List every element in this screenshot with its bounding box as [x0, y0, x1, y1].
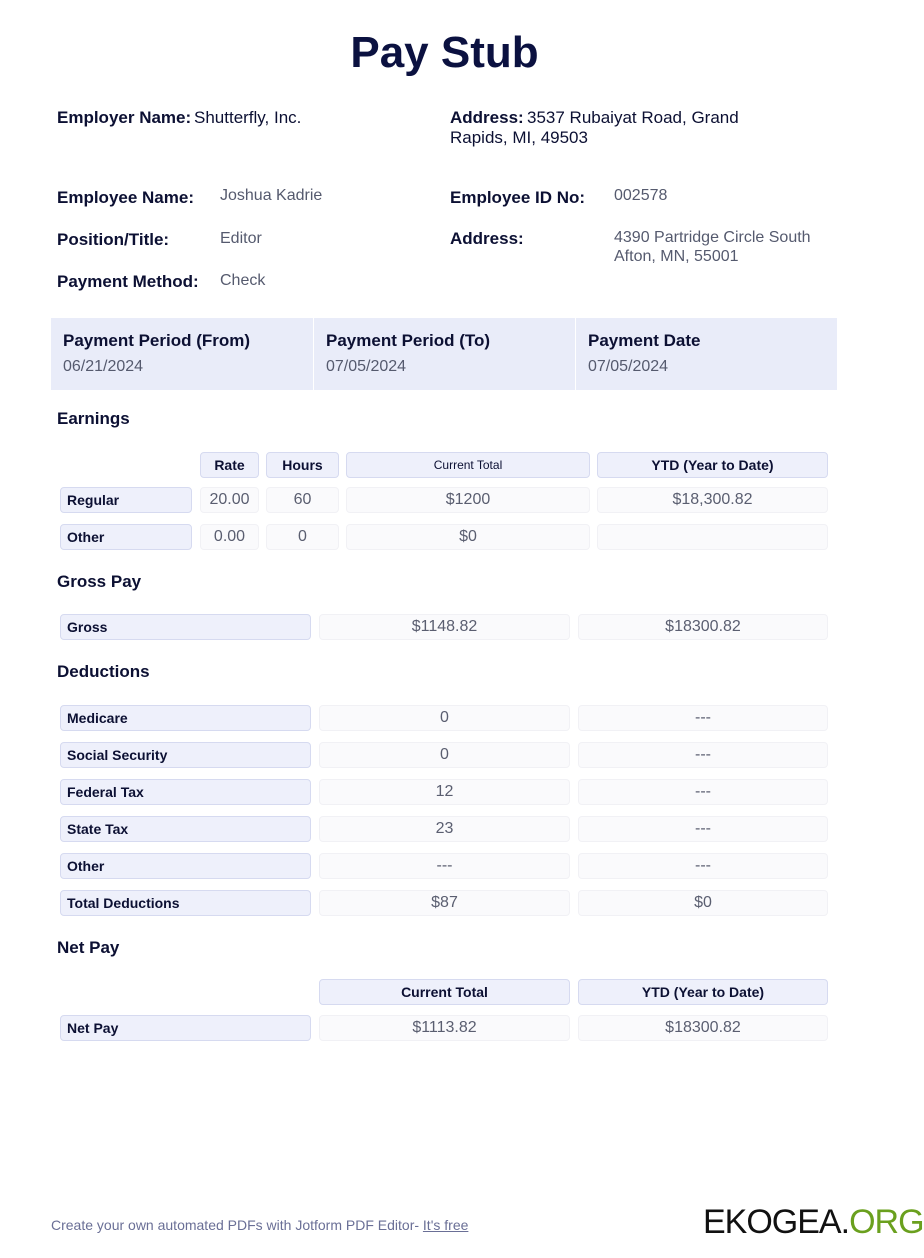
employee-name: Joshua Kadrie [220, 187, 323, 204]
deduction-current: 23 [319, 816, 570, 842]
watermark-logo: EKOGEA.ORG [703, 1203, 924, 1241]
position-label: Position/Title: [57, 230, 170, 249]
deduction-label: Total Deductions [60, 890, 311, 916]
payment-date-label: Payment Date [588, 331, 701, 350]
earnings-heading: Earnings [57, 409, 130, 428]
regular-hours: 60 [266, 487, 339, 513]
rate-header: Rate [200, 452, 259, 478]
footer-text: Create your own automated PDFs with Jotform PDF Editor- [51, 1217, 423, 1233]
earnings-row-label: Other [60, 524, 192, 550]
net-current-header: Current Total [319, 979, 570, 1005]
payment-date-value: 07/05/2024 [588, 358, 669, 375]
deduction-current: --- [319, 853, 570, 879]
employer-address-line1: 3537 Rubaiyat Road, Grand [527, 108, 739, 127]
period-to [313, 318, 576, 390]
period-to-value: 07/05/2024 [326, 358, 407, 375]
employer-address-label: Address: [450, 108, 524, 127]
employee-id-label: Employee ID No: [450, 188, 586, 207]
period-from-label: Payment Period (From) [63, 331, 251, 350]
employer-address-line2: Rapids, MI, 49503 [450, 128, 588, 147]
payment-method-label: Payment Method: [57, 272, 199, 291]
deduction-ytd: --- [578, 742, 828, 768]
deduction-current: 0 [319, 742, 570, 768]
deduction-ytd: --- [578, 853, 828, 879]
other-rate: 0.00 [200, 524, 259, 550]
deduction-label: State Tax [60, 816, 311, 842]
deduction-ytd: --- [578, 816, 828, 842]
deduction-label: Federal Tax [60, 779, 311, 805]
current-total-header: Current Total [346, 452, 590, 478]
deduction-label: Other [60, 853, 311, 879]
ytd-header: YTD (Year to Date) [597, 452, 828, 478]
its-free-link[interactable]: It's free [422, 1217, 469, 1233]
payment-period-band [51, 318, 837, 390]
position-value: Editor [220, 230, 262, 247]
deduction-label: Social Security [60, 742, 311, 768]
deduction-ytd: --- [578, 705, 828, 731]
deduction-ytd: $0 [578, 890, 828, 916]
employee-address-line1: 4390 Partridge Circle South [614, 229, 811, 246]
net-current: $1113.82 [319, 1015, 570, 1041]
other-ytd [597, 524, 828, 550]
gross-pay-heading: Gross Pay [57, 572, 142, 591]
period-from-value: 06/21/2024 [63, 358, 144, 375]
earnings-row-label: Regular [60, 487, 192, 513]
deduction-current: 12 [319, 779, 570, 805]
employee-address-label: Address: [450, 229, 524, 248]
payment-date [575, 318, 838, 390]
gross-current: $1148.82 [319, 614, 570, 640]
gross-ytd: $18300.82 [578, 614, 828, 640]
regular-rate: 20.00 [200, 487, 259, 513]
employee-address-line2: Afton, MN, 55001 [614, 248, 739, 265]
net-pay-heading: Net Pay [57, 938, 120, 957]
employer-name-label: Employer Name: [57, 108, 192, 127]
deduction-label: Medicare [60, 705, 311, 731]
footer [51, 1217, 468, 1233]
deduction-current: $87 [319, 890, 570, 916]
payment-method-value: Check [220, 272, 266, 289]
deduction-current: 0 [319, 705, 570, 731]
net-ytd-header: YTD (Year to Date) [578, 979, 828, 1005]
hours-header: Hours [266, 452, 339, 478]
net-pay-label: Net Pay [60, 1015, 311, 1041]
employee-id: 002578 [614, 187, 668, 204]
deduction-ytd: --- [578, 779, 828, 805]
employer-name: Shutterfly, Inc. [194, 108, 302, 127]
period-from [51, 318, 313, 390]
page-title: Pay Stub [350, 28, 539, 77]
other-current: $0 [346, 524, 590, 550]
gross-label: Gross [60, 614, 311, 640]
period-to-label: Payment Period (To) [326, 331, 491, 350]
other-hours: 0 [266, 524, 339, 550]
regular-current: $1200 [346, 487, 590, 513]
employee-name-label: Employee Name: [57, 188, 194, 207]
regular-ytd: $18,300.82 [597, 487, 828, 513]
deductions-heading: Deductions [57, 662, 150, 681]
net-ytd: $18300.82 [578, 1015, 828, 1041]
